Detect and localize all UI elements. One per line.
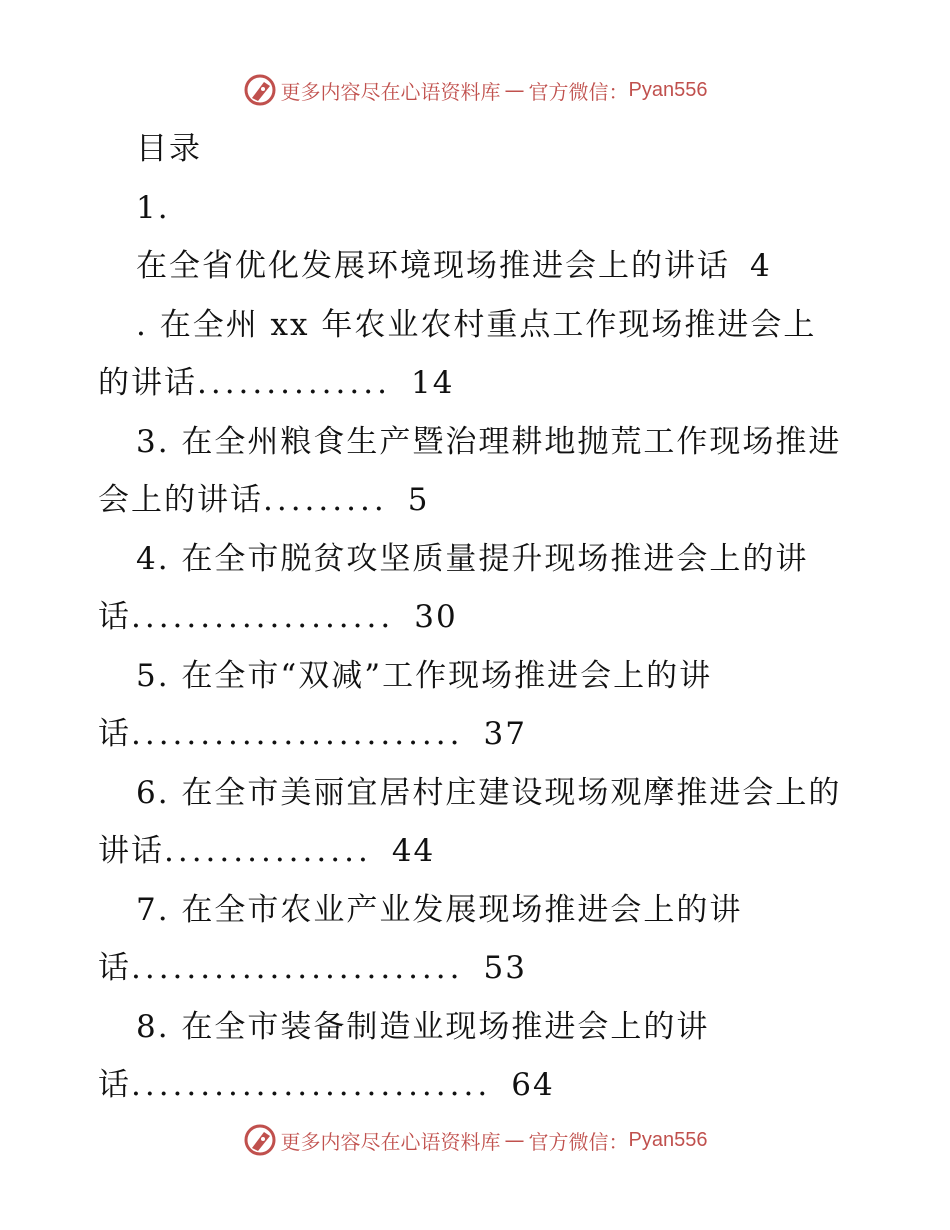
toc-page-number: 5: [407, 482, 430, 518]
toc-page-number: 4: [750, 248, 772, 284]
watermark-account: Pyan556: [628, 1128, 708, 1151]
toc-entry-text: 8. 在全市装备制造业现场推进会上的讲: [136, 1008, 710, 1045]
toc-entry-line: [98, 471, 858, 530]
toc-entry-line: [98, 588, 858, 647]
toc-entry-line: [98, 705, 858, 764]
toc-entry: [98, 881, 858, 998]
toc-leader-dots: ..............: [197, 365, 391, 401]
toc-entry: [98, 998, 858, 1115]
toc-page-number: 53: [483, 950, 527, 986]
toc-entry-line: [98, 296, 858, 355]
toc-entry-text: 话: [98, 950, 131, 986]
watermark-footer: [0, 1120, 950, 1160]
watermark-separator: —: [504, 78, 525, 102]
toc-entry-line: [98, 822, 858, 881]
pen-nib-icon: [243, 1123, 277, 1157]
toc-leader-dots: ........................: [131, 716, 464, 752]
toc-entry-text: 3. 在全州粮食生产暨治理耕地抛荒工作现场推进: [136, 423, 842, 460]
toc-entry: [98, 647, 858, 764]
toc-entry: [98, 530, 858, 647]
watermark-account: Pyan556: [628, 78, 708, 101]
toc-leader-dots: ..........................: [131, 1067, 492, 1103]
toc-entry-text: 话: [98, 1067, 131, 1103]
toc-entry-line: [98, 764, 858, 823]
toc-entry: [98, 764, 858, 881]
watermark-header: [0, 70, 950, 110]
toc-entry-line: [98, 647, 858, 706]
toc-page-number: 64: [511, 1067, 555, 1103]
toc-entry-text: 话: [98, 716, 131, 752]
toc-leader-dots: .........: [263, 482, 388, 518]
toc-entry-text: . 在全州 xx 年农业农村重点工作现场推进会上: [136, 306, 817, 343]
toc-entry-text: 的讲话: [98, 365, 197, 401]
toc-entry-text: 在全省优化发展环境现场推进会上的讲话: [136, 248, 730, 284]
toc-entry: [98, 296, 858, 413]
toc-entry-line: [98, 1056, 858, 1115]
watermark-text: 更多内容尽在心语资料库: [280, 1129, 501, 1154]
watermark-label: 官方微信：: [528, 79, 629, 104]
toc-entry-line: [98, 530, 858, 589]
watermark-label: 官方微信：: [528, 1129, 629, 1154]
toc-page-number: 44: [391, 833, 436, 869]
toc-entry-line: [98, 998, 858, 1057]
toc-entry-text: 7. 在全市农业产业发展现场推进会上的讲: [136, 891, 743, 928]
toc-entry-line: [98, 179, 858, 238]
toc-leader-dots: ...............: [164, 833, 372, 869]
toc-entry-line: [98, 237, 858, 296]
toc-entries: [98, 179, 858, 1115]
toc-entry-text: 话: [98, 599, 131, 635]
toc-entry-text: 6. 在全市美丽宜居村庄建设现场观摩推进会上的: [136, 774, 842, 811]
toc-page-number: 37: [483, 716, 527, 752]
toc-entry-text: 讲话: [98, 833, 164, 869]
table-of-contents: [98, 120, 858, 1115]
watermark-separator: —: [504, 1128, 525, 1152]
toc-entry-line: [98, 413, 858, 472]
toc-entry-line: [98, 354, 858, 413]
toc-entry-text: 会上的讲话: [98, 482, 263, 518]
toc-entry-line: [98, 881, 858, 940]
toc-entry: [98, 413, 858, 530]
toc-page-number: 14: [410, 365, 455, 401]
toc-page-number: 30: [414, 599, 458, 635]
toc-entry-line: [98, 939, 858, 998]
toc-leader-dots: ...................: [131, 599, 395, 635]
toc-entry-text: 5. 在全市“双减”工作现场推进会上的讲: [136, 657, 713, 694]
pen-nib-icon: [243, 73, 277, 107]
watermark-text: 更多内容尽在心语资料库: [280, 79, 501, 104]
toc-entry: [98, 179, 858, 296]
toc-title: 目录: [136, 131, 202, 167]
toc-leader-dots: ........................: [131, 950, 464, 986]
toc-entry-text: 4. 在全市脱贫攻坚质量提升现场推进会上的讲: [136, 540, 809, 577]
toc-entry-text: 1.: [136, 189, 170, 226]
